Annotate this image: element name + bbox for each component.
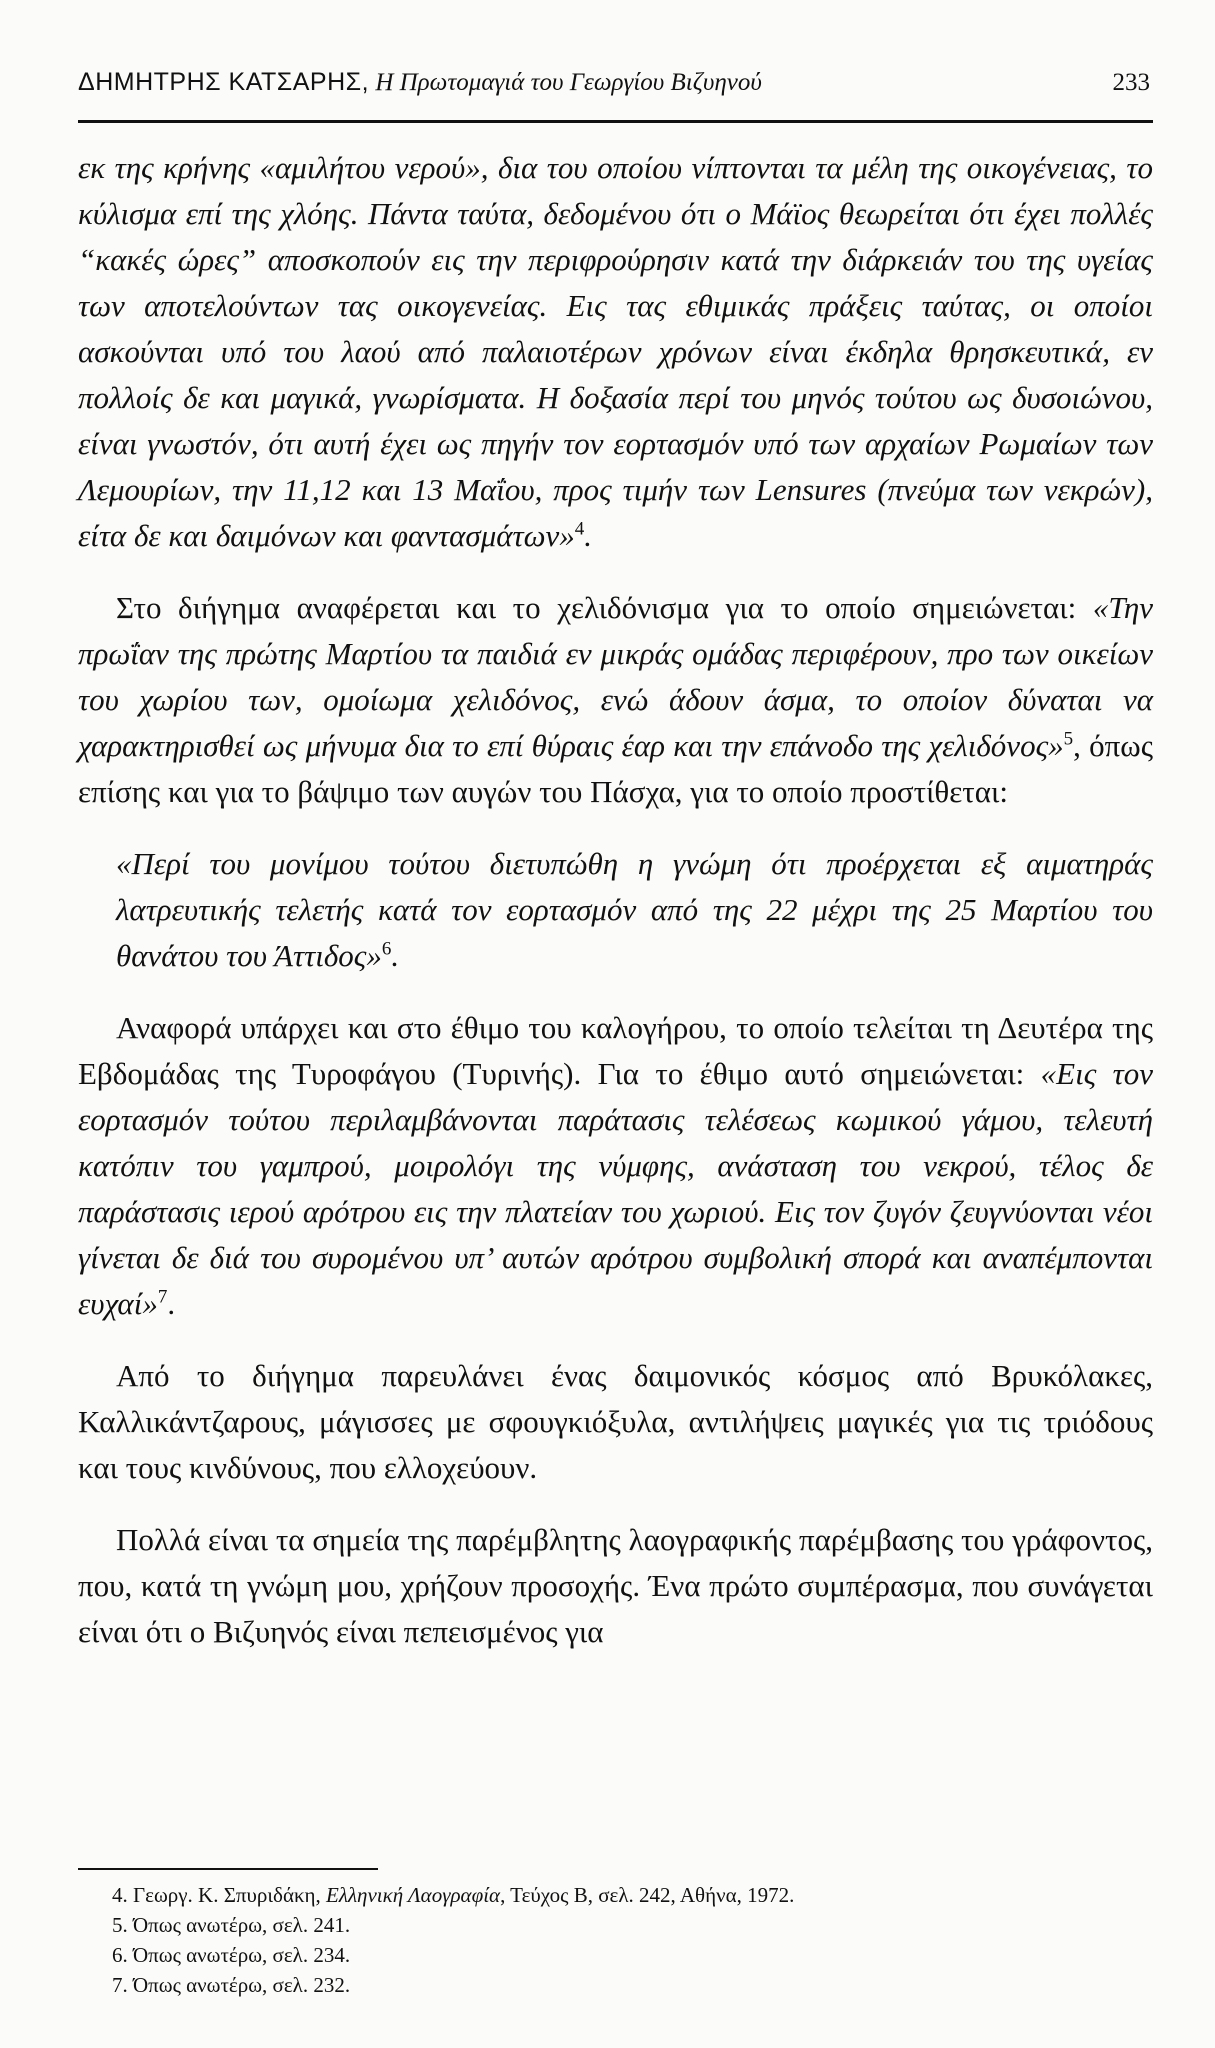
footnote-ref-5: 5 [1063,728,1074,750]
footnotes [112,1880,1152,2000]
footnote-4-rest: , Τεύχος Β, σελ. 242, Αθήνα, 1972. [500,1883,795,1907]
footnote-ref-7: 7 [157,1286,168,1308]
header-left [78,68,762,97]
footnote-7: 7. Όπως ανωτέρω, σελ. 232. [112,1973,351,1997]
paragraph-2-intro: Στο διήγημα αναφέρεται και το χελιδόνισμα για το οποίο σημειώνεται: [116,590,1093,625]
paragraph-1-end: . [584,518,593,553]
paragraph-1 [78,145,1153,559]
footnote-rule [78,1868,378,1870]
footnote-6: 6. Όπως ανωτέρω, σελ. 234. [112,1943,351,1967]
spacer [78,1491,1153,1517]
spacer [78,559,1153,585]
paragraph-1-text: εκ της κρήνης «αμιλήτου νερού», δια του οποίου νίπτονται τα μέλη της οικογένειας, το κύλισμα επί της χλόης. Πάντα ταύτα, δεδομένου ότι ο Μάϊος θεωρείται ότι έχει πολλές “κακές ώρες” αποσκοπούν εις την περιφρούρησιν κατά την διάρκειάν του της υγείας των αποτελούντων τας οικογενείας. Εις τας εθιμικάς πράξεις ταύτας, οι οποίοι ασκούνται υπό του λαού από παλαιοτέρων χρόνων είναι έκδηλα θρησκευτικά, εν πολλοίς δε και μαγικά, γνωρίσματα. Η δοξασία περί του μηνός τούτου ως δυσοιώνου, είναι γνωστόν, ότι αυτή έχει ως πηγήν τον εορτασμόν υπό των αρχαίων Ρωμαίων των Λεμουρίων, την 11,12 και 13 Μαΐου, προς τιμήν των Lensures (πνεύμα των νεκρών), είτα δε και δαιμόνων και φαντασμάτων» [78,150,1153,553]
main-text [78,145,1153,1655]
spacer [78,815,1153,841]
header-author: ΔΗΜΗΤΡΗΣ ΚΑΤΣΑΡΗΣ, [78,68,370,96]
footnote-4-title: Ελληνική Λαογραφία [326,1883,501,1907]
footnote-5: 5. Όπως ανωτέρω, σελ. 241. [112,1913,351,1937]
footnote-ref-4: 4 [574,518,585,540]
footnote-ref-6: 6 [381,938,392,960]
paragraph-5: Πολλά είναι τα σημεία της παρέμβλητης λαογραφικής παρέμβασης του γράφοντος, που, κατά τη γνώμη μου, χρήζουν προσοχής. Ένα πρώτο συμπέρασμα, που συνάγεται είναι ότι ο Βιζυηνός είναι πεπεισμένος για [78,1522,1153,1649]
header-rule [78,120,1153,123]
page-number: 233 [1112,69,1150,96]
running-header [78,68,1150,97]
footnote-4-author: 4. Γεωργ. Κ. Σπυριδάκη, [112,1883,327,1907]
block-quote-end: . [391,938,400,973]
paragraph-3-intro: Αναφορά υπάρχει και στο έθιμο του καλογήρου, το οποίο τελείται τη Δευτέρα της Εβδομάδας της Τυροφάγου (Τυρινής). Για το έθιμο αυτό σημειώνεται: [78,1010,1153,1091]
block-quote [78,841,1153,979]
paragraph-2-rest: , όπως επίσης και για το βάψιμο των αυγών του Πάσχα, για το οποίο προστίθεται: [78,728,1153,809]
paragraph-3-end: . [167,1286,176,1321]
footnote-4 [112,1880,1152,1910]
paragraph-3 [78,1005,1153,1327]
paragraph-2 [78,585,1153,815]
paragraph-2-quote: «Την πρωΐαν της πρώτης Μαρτίου τα παιδιά εν μικράς ομάδας περιφέρουν, προ των οικείων του χωρίου των, ομοίωμα χελιδόνος, ενώ άδουν άσμα, το οποίον δύναται να χαρακτηρισθεί ως μήνυμα δια το επί θύραις έαρ και την επάνοδο της χελιδόνος» [78,590,1153,763]
spacer [78,1327,1153,1353]
paragraph-3-quote: «Εις τον εορτασμόν τούτου περιλαμβάνονται παράτασις τελέσεως κωμικού γάμου, τελευτή κατόπιν του γαμπρού, μοιρολόγι της νύμφης, ανάσταση του νεκρού, τέλος δε παράστασις ιερού αρότρου εις την πλατείαν του χωριού. Εις τον ζυγόν ζευγνύονται νέοι γίνεται δε διά του συρομένου υπ’ αυτών αρότρου συμβολική σπορά και αναπέμπονται ευχαί» [78,1056,1154,1321]
paragraph-4: Από το διήγημα παρευλάνει ένας δαιμονικός κόσμος από Βρυκόλακες, Καλλικάντζαρους, μάγισσες με σφουγκιόξυλα, αντιλήψεις μαγικές για τις τριόδους και τους κινδύνους, που ελλοχεύουν. [78,1358,1153,1485]
spacer [78,979,1153,1005]
header-title: Η Πρωτομαγιά του Γεωργίου Βιζυηνού [375,69,762,96]
block-quote-text: «Περί του μονίμου τούτου διετυπώθη η γνώμη ότι προέρχεται εξ αιματηράς λατρευτικής τελετής κατά τον εορτασμόν από της 22 μέχρι της 25 Μαρτίου του θανάτου του Άττιδος» [116,846,1153,973]
